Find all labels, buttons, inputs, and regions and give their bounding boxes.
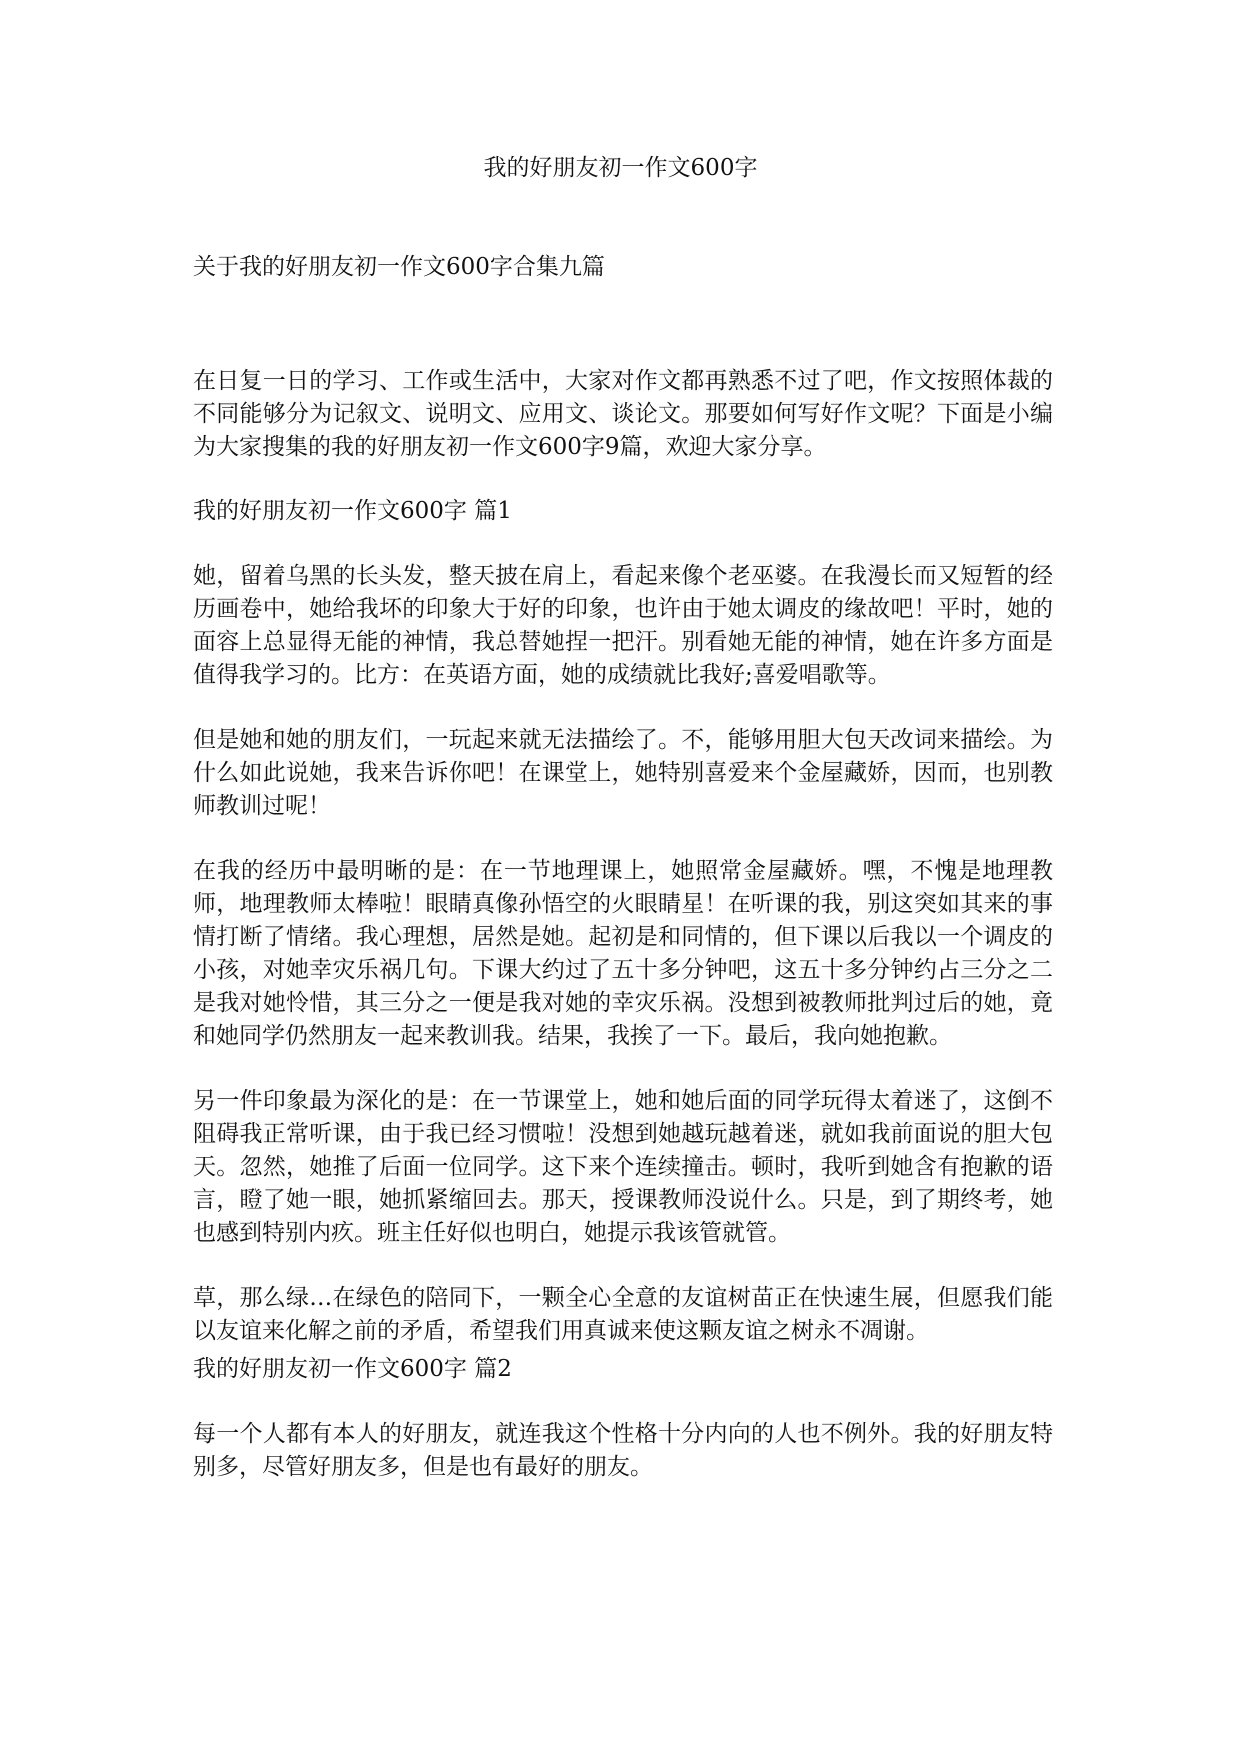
section-1-paragraph-5: 草，那么绿…在绿色的陪同下，一颗全心全意的友谊树苗正在快速生展，但愿我们能以友谊来化解之前的矛盾，希望我们用真诚来使这颗友谊之树永不凋谢。 [193,1285,1053,1344]
section-heading-2: 我的好朋友初一作文600字 篇2 [193,1356,512,1382]
section-1-paragraph-1: 她，留着乌黑的长头发，整天披在肩上，看起来像个老巫婆。在我漫长而又短暂的经历画卷中，她给我坏的印象大于好的印象，也许由于她太调皮的缘故吧！平时，她的面容上总显得无能的神情，我总替她捏一把汗。别看她无能的神情，她在许多方面是值得我学习的。比方：在英语方面，她的成绩就比我好;喜爱唱歌等。 [193,563,1053,688]
document-body [193,252,1053,1516]
document-title: 我的好朋友初一作文600字 [483,155,758,181]
section-1-paragraph-3: 在我的经历中最明晰的是：在一节地理课上，她照常金屋藏娇。嘿，不愧是地理教师，地理教师太棒啦！眼睛真像孙悟空的火眼睛星！在听课的我，别这突如其来的事情打断了情绪。我心理想，居然是她。起初是和同情的，但下课以后我以一个调皮的小孩，对她幸灾乐祸几句。下课大约过了五十多分钟吧，这五十多分钟约占三分之二是我对她怜惜，其三分之一便是我对她的幸灾乐祸。没想到被教师批判过后的她，竟和她同学仍然朋友一起来教训我。结果，我挨了一下。最后，我向她抱歉。 [193,858,1053,1049]
section-1-paragraph-4: 另一件印象最为深化的是：在一节课堂上，她和她后面的同学玩得太着迷了，这倒不阻碍我正常听课，由于我已经习惯啦！没想到她越玩越着迷，就如我前面说的胆大包天。忽然，她推了后面一位同学。这下来个连续撞击。顿时，我听到她含有抱歉的语言，瞪了她一眼，她抓紧缩回去。那天，授课教师没说什么。只是，到了期终考，她也感到特别内疚。班主任好似也明白，她提示我该管就管。 [193,1088,1053,1246]
document-subtitle: 关于我的好朋友初一作文600字合集九篇 [193,254,605,280]
intro-paragraph: 在日复一日的学习、工作或生活中，大家对作文都再熟悉不过了吧，作文按照体裁的不同能够分为记叙文、说明文、应用文、谈论文。那要如何写好作文呢？下面是小编为大家搜集的我的好朋友初一作文600字9篇，欢迎大家分享。 [193,368,1053,460]
section-2-paragraph-1: 每一个人都有本人的好朋友，就连我这个性格十分内向的人也不例外。我的好朋友特别多，尽管好朋友多，但是也有最好的朋友。 [193,1421,1053,1480]
section-1-paragraph-2: 但是她和她的朋友们，一玩起来就无法描绘了。不，能够用胆大包天改词来描绘。为什么如此说她，我来告诉你吧！在课堂上，她特别喜爱来个金屋藏娇，因而，也别教师教训过呢！ [193,727,1053,819]
section-heading-1: 我的好朋友初一作文600字 篇1 [193,498,512,524]
